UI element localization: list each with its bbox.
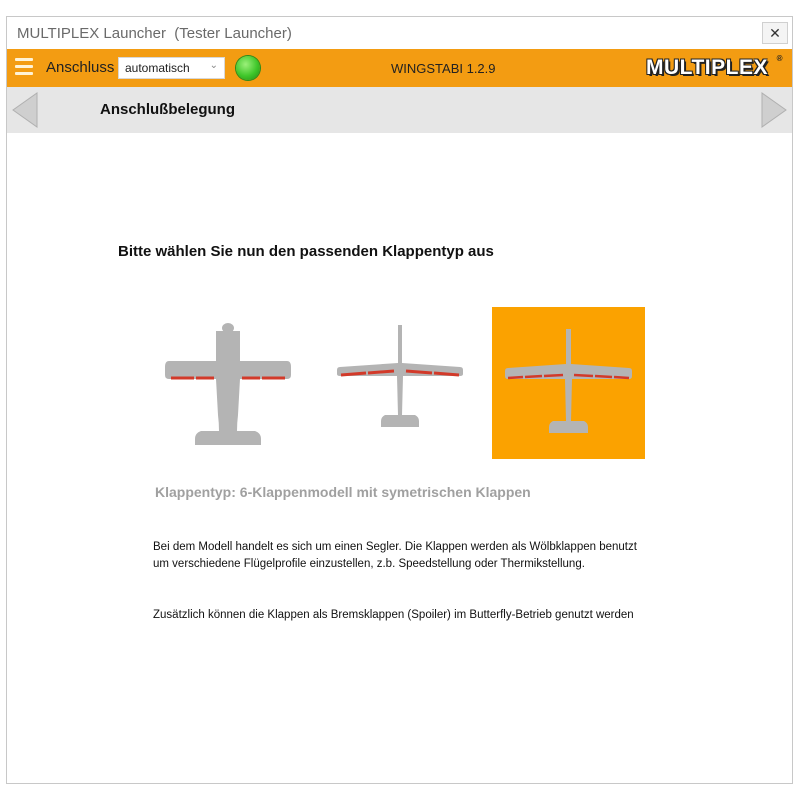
launcher-window xyxy=(6,16,793,784)
hamburger-icon[interactable] xyxy=(15,58,33,78)
selected-flap-type-title: Klappentyp: 6-Klappenmodell mit symetrischen Klappen xyxy=(155,484,531,500)
glider-6-flap-icon xyxy=(492,307,645,459)
arrow-right-icon[interactable] xyxy=(756,91,790,129)
multiplex-logo xyxy=(631,54,783,82)
flap-option-1[interactable] xyxy=(161,323,295,451)
toolbar xyxy=(7,49,792,87)
connection-select[interactable] xyxy=(118,57,225,79)
description-paragraph-1: Bei dem Modell handelt es sich um einen Segler. Die Klappen werden als Wölbklappen benutzt um verschiedene Flügelprofile einzustellen, z.b. Speedstellung oder Thermikstellung. xyxy=(153,541,637,570)
page-title: Anschlußbelegung xyxy=(100,101,235,118)
plane-4-flap-icon xyxy=(161,323,295,451)
content-area xyxy=(7,133,792,783)
connection-label: Anschluss xyxy=(46,59,115,76)
connection-status-led xyxy=(236,56,260,80)
title-bar xyxy=(7,17,792,49)
registered-mark: ® xyxy=(776,54,783,63)
chevron-down-icon: ⌄ xyxy=(209,60,218,71)
window-title: MULTIPLEX Launcher (Tester Launcher) xyxy=(17,25,292,42)
flap-option-3-selected[interactable] xyxy=(492,307,645,459)
nav-bar xyxy=(7,87,792,133)
logo-text: MULTIPLEX xyxy=(646,56,768,79)
description-paragraph-2: Zusätzlich können die Klappen als Bremsklappen (Spoiler) im Butterfly-Betrieb genutzt werden xyxy=(153,609,634,621)
flap-type-prompt: Bitte wählen Sie nun den passenden Klappentyp aus xyxy=(118,243,494,260)
connection-select-value: automatisch xyxy=(125,61,190,75)
app-version: WINGSTABI 1.2.9 xyxy=(391,61,496,76)
flap-option-2[interactable] xyxy=(329,325,463,453)
close-button[interactable]: ✕ xyxy=(762,22,788,44)
arrow-left-icon[interactable] xyxy=(9,91,43,129)
glider-4-flap-icon xyxy=(329,325,463,453)
